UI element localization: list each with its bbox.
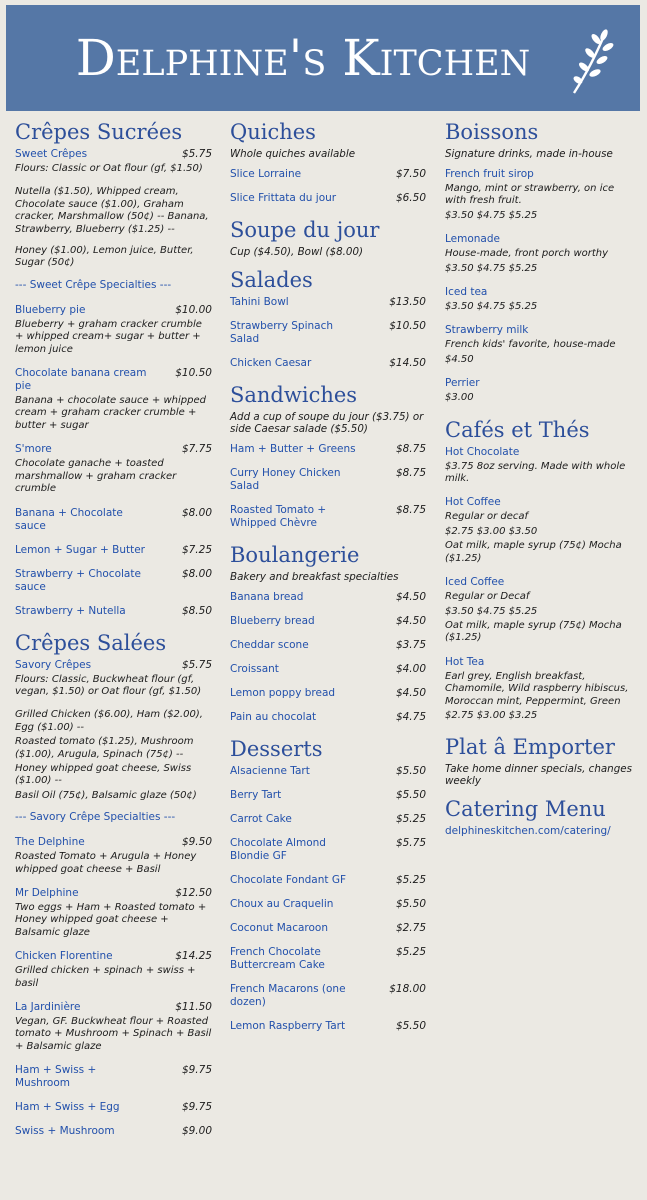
toppings-text: Honey ($1.00), Lemon juice, Butter, Sugar (50¢) bbox=[15, 245, 194, 269]
item-name: Strawberry milk bbox=[445, 324, 529, 337]
item-price: $4.50 bbox=[395, 591, 426, 603]
item-name: French Macarons (one dozen) bbox=[230, 983, 346, 1008]
item-name: Roasted Tomato + Whipped Chèvre bbox=[230, 504, 327, 529]
item-name: Slice Frittata du jour bbox=[230, 192, 337, 204]
section-subtitle: Signature drinks, made in-house bbox=[445, 148, 613, 160]
item-desc: Regular or decaf bbox=[445, 511, 529, 523]
section-salades bbox=[230, 266, 426, 370]
item-name: Lemon + Sugar + Butter bbox=[15, 543, 145, 556]
item-price: $10.00 bbox=[175, 303, 212, 316]
item-desc: Flours: Classic or Oat flour (gf, $1.50) bbox=[15, 163, 203, 174]
item-name: Strawberry Spinach Salad bbox=[230, 320, 334, 345]
item-name: The Delphine bbox=[15, 836, 85, 849]
item-name: Alsacienne Tart bbox=[230, 765, 310, 777]
item-name: Hot Chocolate bbox=[445, 445, 520, 458]
item-price: $5.25 bbox=[395, 946, 426, 958]
item-price: $12.50 bbox=[175, 886, 212, 899]
item-prices: $2.75 $3.00 $3.50 bbox=[445, 525, 538, 537]
item-prices: $3.50 $4.75 $5.25 bbox=[445, 262, 538, 274]
item-name: Chicken Florentine bbox=[15, 950, 113, 963]
item-name: Chocolate Almond Blondie GF bbox=[230, 837, 326, 862]
item-extra: Oat milk, maple syrup (75¢) Mocha ($1.25) bbox=[445, 619, 622, 644]
section-subtitle: Take home dinner specials, changes weekly bbox=[445, 763, 632, 788]
item-name: Tahini Bowl bbox=[230, 296, 289, 308]
item-desc: Grilled chicken + spinach + swiss + basil bbox=[15, 965, 196, 989]
item-name: Curry Honey Chicken Salad bbox=[230, 467, 341, 492]
item-name: Swiss + Mushroom bbox=[15, 1125, 115, 1138]
item-price: $5.50 bbox=[395, 765, 426, 777]
item-desc: Earl grey, English breakfast, Chamomile, Wild raspberry hibiscus, Moroccan mint, Peppermint, Green bbox=[445, 670, 629, 707]
item-prices: $3.50 $4.75 $5.25 bbox=[445, 209, 538, 221]
item-name: Strawberry + Chocolate sauce bbox=[15, 567, 141, 593]
item-price: $8.75 bbox=[395, 467, 426, 479]
toppings-text: Honey whipped goat cheese, Swiss ($1.00) -- bbox=[15, 762, 192, 787]
item-name: Croissant bbox=[230, 663, 279, 675]
item-desc: Roasted Tomato + Arugula + Honey whipped goat cheese + Basil bbox=[15, 851, 197, 875]
section-desserts bbox=[230, 735, 426, 1033]
section-title: Sandwiches bbox=[230, 383, 358, 407]
item-price: $10.50 bbox=[389, 320, 426, 332]
item-price: $5.75 bbox=[181, 148, 212, 160]
item-price: $5.50 bbox=[395, 898, 426, 910]
item-desc: Chocolate ganache + toasted marshmallow + graham cracker crumble bbox=[15, 458, 177, 495]
item-price: $9.75 bbox=[181, 1064, 212, 1077]
section-title: Soupe du jour bbox=[230, 218, 380, 242]
item-price: $5.75 bbox=[395, 837, 426, 849]
specialties-heading: --- Sweet Crêpe Specialties --- bbox=[15, 278, 172, 291]
item-price: $8.75 bbox=[395, 504, 426, 516]
menu-item bbox=[15, 659, 212, 699]
column-left bbox=[15, 112, 212, 1149]
section-title: Boulangerie bbox=[230, 543, 360, 567]
item-price: $5.50 bbox=[395, 1020, 426, 1032]
section-catering bbox=[445, 795, 635, 838]
item-desc: Flours: Classic, Buckwheat flour (gf, vegan, $1.50) or Oat flour (gf, $1.50) bbox=[15, 673, 202, 697]
item-price: $5.25 bbox=[395, 813, 426, 825]
item-price: $8.00 bbox=[181, 567, 212, 580]
section-title: Quiches bbox=[230, 120, 316, 144]
restaurant-title: Delphine's Kitchen bbox=[75, 29, 531, 87]
item-desc: French kids' favorite, house-made bbox=[445, 339, 616, 351]
section-subtitle: Bakery and breakfast specialties bbox=[230, 571, 399, 583]
item-price: $13.50 bbox=[389, 296, 426, 308]
item-prices: $3.00 bbox=[445, 392, 474, 404]
item-name: Lemon Raspberry Tart bbox=[230, 1020, 346, 1032]
item-name: Mr Delphine bbox=[15, 886, 79, 899]
section-boissons bbox=[445, 118, 635, 405]
item-price: $9.00 bbox=[181, 1125, 212, 1138]
item-name: Ham + Swiss + Egg bbox=[15, 1101, 120, 1114]
item-price: $6.50 bbox=[395, 192, 426, 204]
section-title: Plat â Emporter bbox=[445, 735, 615, 760]
item-price: $8.00 bbox=[181, 506, 212, 519]
item-name: Ham + Swiss + Mushroom bbox=[15, 1064, 97, 1090]
item-name: Strawberry + Nutella bbox=[15, 604, 126, 617]
item-name: Savory Crêpes bbox=[15, 658, 92, 671]
section-title: Desserts bbox=[230, 737, 323, 761]
item-name: Cheddar scone bbox=[230, 639, 309, 651]
item-name: Perrier bbox=[445, 377, 480, 390]
section-title: Salades bbox=[230, 268, 313, 292]
item-price: $10.50 bbox=[175, 367, 212, 380]
item-name: Chocolate banana cream pie bbox=[15, 367, 147, 393]
section-emporter bbox=[445, 733, 635, 787]
item-name: Choux au Craquelin bbox=[230, 898, 334, 910]
item-prices: $3.50 $4.75 $5.25 bbox=[445, 301, 538, 313]
item-name: Lemon poppy bread bbox=[230, 687, 336, 699]
catering-link[interactable]: delphineskitchen.com/catering/ bbox=[445, 825, 611, 838]
section-title: Catering Menu bbox=[445, 797, 606, 822]
item-name: Hot Coffee bbox=[445, 496, 501, 509]
item-name: Blueberry pie bbox=[15, 303, 86, 316]
item-name: French Chocolate Buttercream Cake bbox=[230, 946, 325, 971]
section-boulangerie bbox=[230, 541, 426, 724]
item-name: Sweet Crêpes bbox=[15, 148, 88, 160]
item-price: $8.75 bbox=[395, 443, 426, 455]
item-price: $5.75 bbox=[181, 658, 212, 671]
item-name: Iced tea bbox=[445, 286, 488, 299]
toppings-text: Basil Oil (75¢), Balsamic glaze (50¢) bbox=[15, 789, 197, 801]
item-name: Slice Lorraine bbox=[230, 168, 302, 180]
item-name: Berry Tart bbox=[230, 789, 282, 801]
item-desc: Vegan, GF. Buckwheat flour + Roasted tomato + Mushroom + Spinach + Basil + Balsamic glaze bbox=[15, 1016, 212, 1052]
item-price: $4.75 bbox=[395, 711, 426, 723]
section-subtitle: Cup ($4.50), Bowl ($8.00) bbox=[230, 246, 364, 258]
item-desc: Two eggs + Ham + Roasted tomato + Honey whipped goat cheese + Balsamic glaze bbox=[15, 901, 207, 938]
item-price: $3.75 bbox=[395, 639, 426, 651]
item-price: $7.75 bbox=[181, 443, 212, 456]
item-price: $4.00 bbox=[395, 663, 426, 675]
toppings-text: Grilled Chicken ($6.00), Ham ($2.00), Egg ($1.00) -- bbox=[15, 709, 203, 733]
item-name: Chicken Caesar bbox=[230, 357, 312, 369]
item-price: $14.25 bbox=[175, 950, 212, 963]
item-name: Banana + Chocolate sauce bbox=[15, 506, 123, 532]
item-name: Hot Tea bbox=[445, 655, 485, 668]
item-name: Blueberry bread bbox=[230, 615, 315, 627]
item-name: S'more bbox=[15, 443, 52, 456]
column-middle bbox=[230, 112, 426, 1044]
section-cafes bbox=[445, 416, 635, 723]
item-name: Banana bread bbox=[230, 591, 304, 603]
item-prices: $2.75 $3.00 $3.25 bbox=[445, 709, 538, 721]
section-quiches bbox=[230, 118, 426, 205]
item-extra: Oat milk, maple syrup (75¢) Mocha ($1.25) bbox=[445, 540, 622, 564]
section-title: Cafés et Thés bbox=[445, 417, 590, 442]
section-soupe bbox=[230, 216, 426, 258]
item-name: Ham + Butter + Greens bbox=[230, 443, 356, 455]
item-price: $8.50 bbox=[181, 604, 212, 617]
item-prices: $3.50 $4.75 $5.25 bbox=[445, 605, 538, 617]
item-desc: Banana + chocolate sauce + whipped cream + graham cracker crumble + butter + sugar bbox=[15, 395, 206, 431]
item-name: Pain au chocolat bbox=[230, 711, 317, 723]
item-name: Coconut Macaroon bbox=[230, 922, 329, 934]
specialties-heading: --- Savory Crêpe Specialties --- bbox=[15, 811, 176, 824]
item-price: $2.75 bbox=[395, 922, 426, 934]
toppings-text: Roasted tomato ($1.25), Mushroom ($1.00), Arugula, Spinach (75¢) -- bbox=[15, 736, 194, 760]
toppings-text: Nutella ($1.50), Whipped cream, Chocolate sauce ($1.00), Graham cracker, Marshmallow (50¢) -- Banana, Strawberry, Blueberry ($1.25) -- bbox=[15, 186, 209, 235]
item-name: Lemonade bbox=[445, 233, 500, 246]
item-price: $5.25 bbox=[395, 874, 426, 886]
item-price: $11.50 bbox=[175, 1001, 212, 1013]
item-price: $18.00 bbox=[389, 983, 426, 995]
section-title: Crêpes Salées bbox=[15, 630, 167, 655]
item-name: French fruit sirop bbox=[445, 168, 534, 180]
olive-branch-icon bbox=[568, 25, 616, 97]
item-desc: Blueberry + graham cracker crumble + whipped cream+ sugar + butter + lemon juice bbox=[15, 318, 202, 355]
section-crepes-salees bbox=[15, 629, 212, 1139]
item-price: $4.50 bbox=[395, 687, 426, 699]
item-prices: $4.50 bbox=[445, 353, 474, 365]
item-name: Iced Coffee bbox=[445, 576, 505, 589]
item-price: $7.50 bbox=[395, 168, 426, 180]
section-subtitle: Add a cup of soupe du jour ($3.75) or side Caesar salade ($5.50) bbox=[230, 411, 424, 435]
menu-item bbox=[15, 148, 212, 175]
item-price: $7.25 bbox=[181, 543, 212, 556]
item-desc: $3.75 8oz serving. Made with whole milk. bbox=[445, 460, 626, 485]
section-title: Crêpes Sucrées bbox=[15, 120, 183, 144]
item-desc: Mango, mint or strawberry, on ice with fresh fruit. bbox=[445, 183, 615, 207]
section-title: Boissons bbox=[445, 120, 539, 144]
item-name: Chocolate Fondant GF bbox=[230, 874, 347, 886]
item-name: La Jardinière bbox=[15, 1001, 81, 1013]
item-desc: House-made, front porch worthy bbox=[445, 248, 609, 260]
section-sandwiches bbox=[230, 381, 426, 530]
item-price: $9.75 bbox=[181, 1101, 212, 1114]
item-name: Carrot Cake bbox=[230, 813, 292, 825]
item-desc: Regular or Decaf bbox=[445, 591, 530, 603]
header-banner bbox=[6, 5, 640, 111]
section-subtitle: Whole quiches available bbox=[230, 148, 356, 160]
item-price: $4.50 bbox=[395, 615, 426, 627]
section-crepes-sucrees bbox=[15, 118, 212, 618]
column-right bbox=[445, 112, 635, 846]
item-price: $14.50 bbox=[389, 357, 426, 369]
item-price: $9.50 bbox=[181, 836, 212, 849]
item-price: $5.50 bbox=[395, 789, 426, 801]
